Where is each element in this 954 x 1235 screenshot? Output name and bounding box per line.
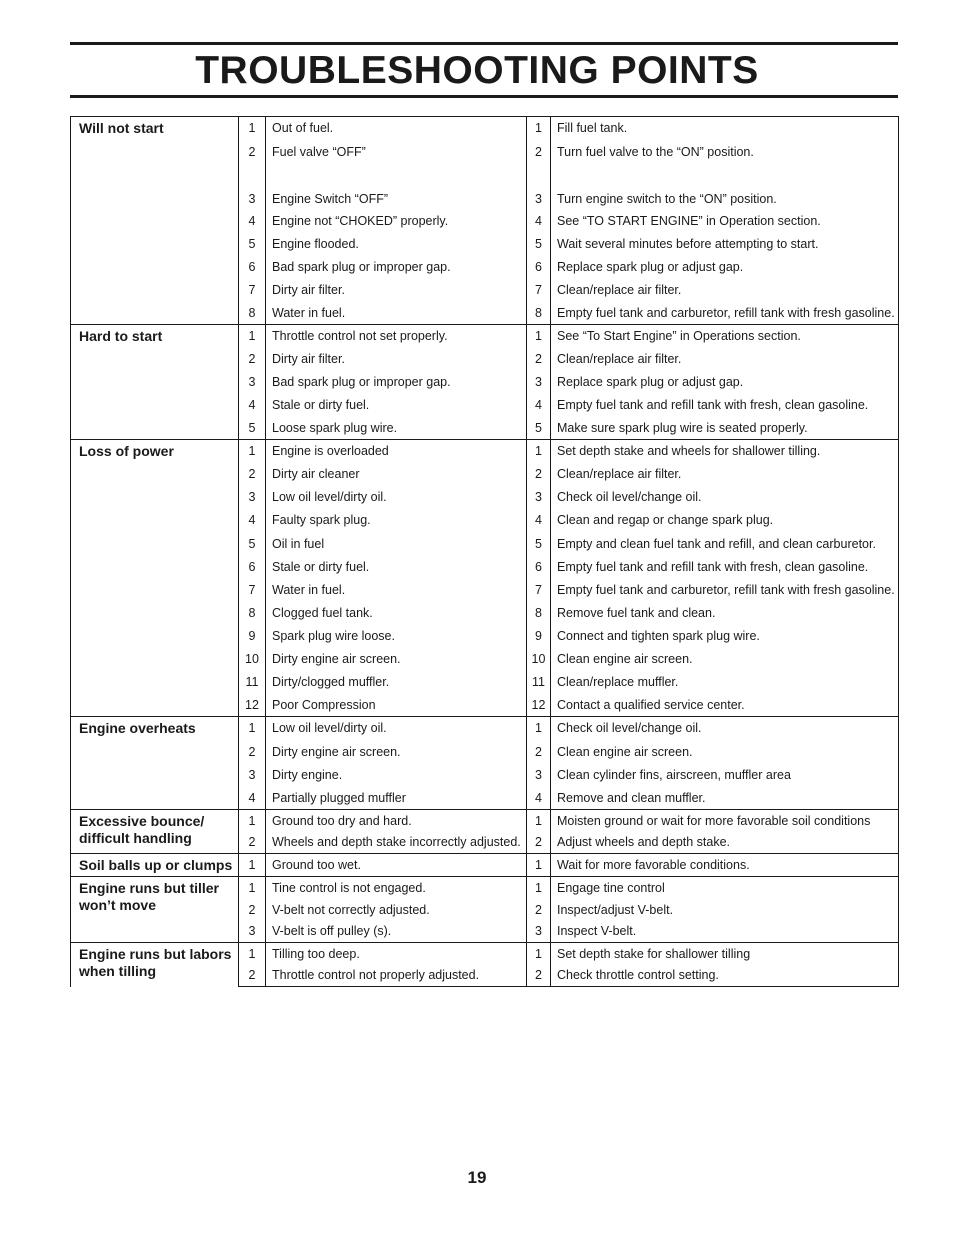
remedy-number: 1 [527, 943, 551, 965]
remedy-number: 4 [527, 210, 551, 233]
cause-number: 2 [239, 140, 266, 164]
remedy-number: 5 [527, 233, 551, 256]
cause-number: 4 [239, 509, 266, 532]
cause-text: Water in fuel. [266, 579, 527, 602]
remedy-number: 4 [527, 394, 551, 417]
cause-text: Dirty/clogged muffler. [266, 671, 527, 694]
cause-number: 7 [239, 279, 266, 302]
remedy-text: Clean engine air screen. [551, 740, 899, 764]
problem-cell: Engine overheats [71, 717, 239, 810]
cause-text: V-belt is off pulley (s). [266, 921, 527, 943]
remedy-number: 7 [527, 279, 551, 302]
cause-number: 11 [239, 671, 266, 694]
cause-text: Dirty air filter. [266, 279, 527, 302]
table-row [71, 943, 899, 965]
page-title: TROUBLESHOOTING POINTS [195, 49, 759, 92]
remedy-number: 7 [527, 579, 551, 602]
remedy-text: See “TO START ENGINE” in Operation section. [551, 210, 899, 233]
remedy-number: 10 [527, 648, 551, 671]
problem-cell: Engine runs but tiller won’t move [71, 877, 239, 943]
remedy-number: 2 [527, 832, 551, 854]
cause-text: Throttle control not set properly. [266, 325, 527, 348]
table-row [71, 440, 899, 463]
cause-text: Spark plug wire loose. [266, 625, 527, 648]
cause-text: Ground too wet. [266, 854, 527, 877]
remedy-text: Check oil level/change oil. [551, 717, 899, 740]
remedy-text: Wait for more favorable conditions. [551, 854, 899, 877]
cause-text: Water in fuel. [266, 302, 527, 325]
remedy-text: Turn engine switch to the “ON” position. [551, 164, 899, 210]
remedy-number: 2 [527, 348, 551, 371]
cause-text: Bad spark plug or improper gap. [266, 256, 527, 279]
remedy-text: Wait several minutes before attempting to start. [551, 233, 899, 256]
remedy-text: Adjust wheels and depth stake. [551, 832, 899, 854]
table-row [71, 854, 899, 877]
cause-text: Tilling too deep. [266, 943, 527, 965]
cause-text: Dirty air cleaner [266, 463, 527, 486]
problem-cell: Hard to start [71, 325, 239, 440]
cause-text: Tine control is not engaged. [266, 877, 527, 899]
page-number: 19 [467, 1168, 487, 1187]
cause-text: Throttle control not properly adjusted. [266, 965, 527, 987]
cause-number: 2 [239, 899, 266, 921]
cause-text: Dirty air filter. [266, 348, 527, 371]
cause-number: 3 [239, 371, 266, 394]
cause-text: Low oil level/dirty oil. [266, 486, 527, 509]
remedy-text: Clean/replace muffler. [551, 671, 899, 694]
problem-cell: Excessive bounce/ difficult handling [71, 810, 239, 854]
cause-number: 1 [239, 717, 266, 740]
top-rule [70, 42, 898, 45]
remedy-number: 5 [527, 532, 551, 556]
remedy-number: 11 [527, 671, 551, 694]
remedy-number: 1 [527, 440, 551, 463]
remedy-number: 2 [527, 740, 551, 764]
remedy-number: 6 [527, 556, 551, 579]
cause-text: Engine is overloaded [266, 440, 527, 463]
cause-number: 3 [239, 486, 266, 509]
cause-text: Dirty engine air screen. [266, 740, 527, 764]
cause-text: Wheels and depth stake incorrectly adjusted. [266, 832, 527, 854]
remedy-number: 5 [527, 417, 551, 440]
remedy-text: Contact a qualified service center. [551, 694, 899, 717]
remedy-text: Clean/replace air filter. [551, 463, 899, 486]
table-row [71, 717, 899, 740]
cause-number: 6 [239, 556, 266, 579]
cause-text: Engine not “CHOKED” properly. [266, 210, 527, 233]
remedy-text: Turn fuel valve to the “ON” position. [551, 140, 899, 164]
problem-cell: Engine runs but labors when tilling [71, 943, 239, 987]
cause-text: Poor Compression [266, 694, 527, 717]
remedy-number: 3 [527, 164, 551, 210]
cause-text: Low oil level/dirty oil. [266, 717, 527, 740]
cause-number: 10 [239, 648, 266, 671]
remedy-number: 6 [527, 256, 551, 279]
cause-text: Partially plugged muffler [266, 787, 527, 810]
cause-number: 1 [239, 877, 266, 899]
remedy-number: 1 [527, 325, 551, 348]
cause-number: 2 [239, 463, 266, 486]
problem-cell: Loss of power [71, 440, 239, 717]
cause-number: 1 [239, 810, 266, 832]
remedy-text: Clean/replace air filter. [551, 348, 899, 371]
cause-number: 5 [239, 532, 266, 556]
remedy-text: Inspect V-belt. [551, 921, 899, 943]
cause-number: 1 [239, 943, 266, 965]
remedy-text: Moisten ground or wait for more favorable soil conditions [551, 810, 899, 832]
remedy-number: 1 [527, 117, 551, 140]
remedy-text: Connect and tighten spark plug wire. [551, 625, 899, 648]
cause-number: 4 [239, 210, 266, 233]
remedy-number: 2 [527, 899, 551, 921]
remedy-text: Clean/replace air filter. [551, 279, 899, 302]
table-row [71, 810, 899, 832]
cause-number: 2 [239, 348, 266, 371]
remedy-text: Clean and regap or change spark plug. [551, 509, 899, 532]
remedy-text: Check oil level/change oil. [551, 486, 899, 509]
remedy-number: 2 [527, 140, 551, 164]
problem-cell: Will not start [71, 117, 239, 325]
remedy-text: Engage tine control [551, 877, 899, 899]
cause-text: Bad spark plug or improper gap. [266, 371, 527, 394]
cause-number: 4 [239, 787, 266, 810]
cause-text: Dirty engine. [266, 764, 527, 787]
remedy-text: See “To Start Engine” in Operations section. [551, 325, 899, 348]
cause-number: 9 [239, 625, 266, 648]
cause-number: 3 [239, 764, 266, 787]
cause-text: Ground too dry and hard. [266, 810, 527, 832]
cause-number: 2 [239, 832, 266, 854]
cause-text: Faulty spark plug. [266, 509, 527, 532]
remedy-text: Empty fuel tank and carburetor, refill tank with fresh gasoline. [551, 302, 899, 325]
remedy-number: 2 [527, 463, 551, 486]
cause-number: 5 [239, 233, 266, 256]
remedy-text: Empty and clean fuel tank and refill, and clean carburetor. [551, 532, 899, 556]
cause-text: V-belt not correctly adjusted. [266, 899, 527, 921]
cause-number: 3 [239, 164, 266, 210]
cause-number: 1 [239, 325, 266, 348]
remedy-number: 1 [527, 810, 551, 832]
remedy-number: 1 [527, 717, 551, 740]
remedy-text: Clean cylinder fins, airscreen, muffler area [551, 764, 899, 787]
cause-number: 1 [239, 854, 266, 877]
table-row [71, 117, 899, 140]
remedy-number: 1 [527, 854, 551, 877]
troubleshooting-table [70, 116, 899, 987]
cause-number: 1 [239, 440, 266, 463]
cause-text: Clogged fuel tank. [266, 602, 527, 625]
remedy-number: 8 [527, 302, 551, 325]
table-row [71, 877, 899, 899]
cause-number: 4 [239, 394, 266, 417]
cause-number: 6 [239, 256, 266, 279]
remedy-text: Clean engine air screen. [551, 648, 899, 671]
remedy-number: 3 [527, 921, 551, 943]
cause-number: 5 [239, 417, 266, 440]
problem-cell: Soil balls up or clumps [71, 854, 239, 877]
remedy-number: 3 [527, 764, 551, 787]
remedy-text: Empty fuel tank and refill tank with fresh, clean gasoline. [551, 394, 899, 417]
remedy-number: 12 [527, 694, 551, 717]
cause-text: Dirty engine air screen. [266, 648, 527, 671]
title-underline [70, 95, 898, 98]
cause-text: Stale or dirty fuel. [266, 394, 527, 417]
remedy-text: Inspect/adjust V-belt. [551, 899, 899, 921]
remedy-number: 4 [527, 787, 551, 810]
remedy-number: 4 [527, 509, 551, 532]
table-row [71, 325, 899, 348]
cause-text: Engine Switch “OFF” [266, 164, 527, 210]
remedy-text: Remove and clean muffler. [551, 787, 899, 810]
remedy-text: Check throttle control setting. [551, 965, 899, 987]
remedy-number: 3 [527, 486, 551, 509]
remedy-number: 8 [527, 602, 551, 625]
cause-text: Out of fuel. [266, 117, 527, 140]
remedy-text: Set depth stake for shallower tilling [551, 943, 899, 965]
cause-number: 12 [239, 694, 266, 717]
remedy-text: Set depth stake and wheels for shallower tilling. [551, 440, 899, 463]
cause-text: Loose spark plug wire. [266, 417, 527, 440]
cause-number: 7 [239, 579, 266, 602]
cause-number: 2 [239, 740, 266, 764]
remedy-number: 2 [527, 965, 551, 987]
remedy-text: Replace spark plug or adjust gap. [551, 371, 899, 394]
cause-number: 8 [239, 302, 266, 325]
cause-number: 8 [239, 602, 266, 625]
remedy-number: 9 [527, 625, 551, 648]
cause-text: Engine flooded. [266, 233, 527, 256]
cause-number: 2 [239, 965, 266, 987]
cause-number: 1 [239, 117, 266, 140]
remedy-text: Remove fuel tank and clean. [551, 602, 899, 625]
cause-text: Stale or dirty fuel. [266, 556, 527, 579]
remedy-text: Empty fuel tank and refill tank with fresh, clean gasoline. [551, 556, 899, 579]
remedy-number: 3 [527, 371, 551, 394]
cause-text: Oil in fuel [266, 532, 527, 556]
remedy-text: Empty fuel tank and carburetor, refill tank with fresh gasoline. [551, 579, 899, 602]
cause-text: Fuel valve “OFF” [266, 140, 527, 164]
remedy-number: 1 [527, 877, 551, 899]
remedy-text: Make sure spark plug wire is seated properly. [551, 417, 899, 440]
remedy-text: Replace spark plug or adjust gap. [551, 256, 899, 279]
remedy-text: Fill fuel tank. [551, 117, 899, 140]
cause-number: 3 [239, 921, 266, 943]
